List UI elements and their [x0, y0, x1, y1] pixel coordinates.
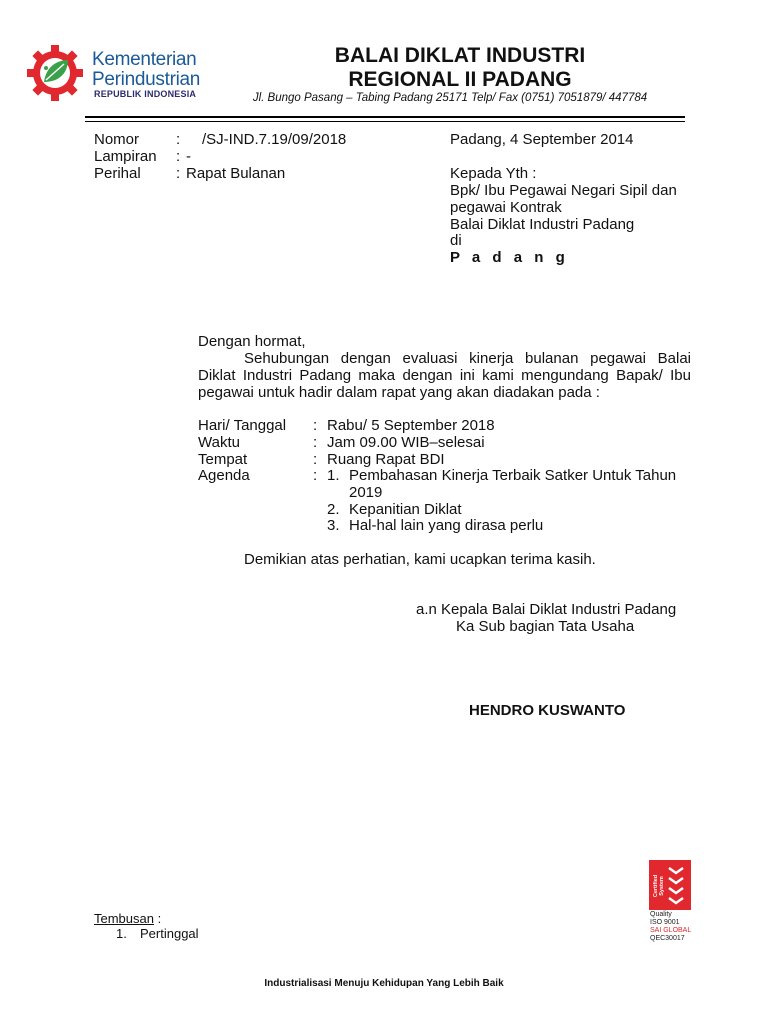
- tembusan-item-1-num: 1.: [116, 926, 127, 941]
- tembusan-label: Tembusan: [94, 911, 154, 926]
- agenda-item-2-num: 2.: [327, 501, 340, 518]
- cert-line3: SAI GLOBAL: [650, 927, 692, 934]
- tembusan-heading: [94, 911, 161, 926]
- closing-text: Demikian atas perhatian, kami ucapkan terima kasih.: [244, 551, 596, 568]
- date-colon: :: [313, 417, 318, 434]
- lampiran-label: Lampiran: [94, 148, 157, 165]
- agenda-item-3-num: 3.: [327, 517, 340, 534]
- agenda-colon: :: [313, 467, 318, 484]
- time-colon: :: [313, 434, 318, 451]
- logo-text-perindustrian: Perindustrian: [92, 69, 201, 90]
- recipient-to: Kepada Yth :: [450, 165, 537, 182]
- paragraph-line3: pegawai untuk hadir dalam rapat yang akan diadakan pada :: [198, 384, 600, 401]
- agenda-item-3-text: Hal-hal lain yang dirasa perlu: [349, 517, 544, 534]
- greeting: Dengan hormat,: [198, 333, 306, 350]
- cert-line1: Quality: [650, 911, 672, 918]
- footer-tagline: Industrialisasi Menuju Kehidupan Yang Lebih Baik: [264, 978, 504, 989]
- letter-date: Padang, 4 September 2014: [450, 131, 634, 148]
- signature-line2: Ka Sub bagian Tata Usaha: [456, 618, 635, 635]
- cert-caption: [650, 911, 691, 943]
- place-value: Ruang Rapat BDI: [327, 451, 445, 468]
- recipient-line2: pegawai Kontrak: [450, 199, 562, 216]
- cert-line4: QEC30017: [650, 935, 685, 942]
- org-address: Jl. Bungo Pasang – Tabing Padang 25171 Telp/ Fax (0751) 7051879/ 447784: [252, 92, 648, 104]
- lampiran-value: -: [186, 148, 191, 165]
- signature-line1: a.n Kepala Balai Diklat Industri Padang: [416, 601, 677, 618]
- paragraph-line1: Sehubungan dengan evaluasi kinerja bulanan pegawai Balai: [244, 350, 691, 367]
- agenda-label: Agenda: [198, 467, 250, 484]
- date-value: Rabu/ 5 September 2018: [327, 417, 495, 434]
- time-label: Waktu: [198, 434, 240, 451]
- tembusan-colon: :: [157, 911, 162, 926]
- org-title-line2: REGIONAL II PADANG: [348, 68, 572, 91]
- lampiran-colon: :: [176, 148, 181, 165]
- date-label: Hari/ Tanggal: [198, 417, 287, 434]
- recipient-line1: Bpk/ Ibu Pegawai Negari Sipil dan: [450, 182, 677, 199]
- iso-certification-badge-icon: [649, 860, 691, 910]
- paragraph-line2: Diklat Industri Padang maka dengan ini kami mengundang Bapak/ Ibu: [198, 367, 691, 384]
- header-rule-thin: [85, 121, 685, 122]
- agenda-item-1-text: Pembahasan Kinerja Terbaik Satker Untuk Tahun: [349, 467, 677, 484]
- cert-badge-text: Certified System: [653, 874, 665, 898]
- logo-text-republik: REPUBLIK INDONESIA: [94, 89, 197, 99]
- recipient-line4: di: [450, 232, 462, 249]
- logo-text-kementerian: Kementerian: [92, 49, 197, 70]
- perihal-colon: :: [176, 165, 181, 182]
- perihal-value: Rapat Bulanan: [186, 165, 286, 182]
- agenda-item-1-text-cont: 2019: [349, 484, 383, 501]
- place-label: Tempat: [198, 451, 248, 468]
- gear-leaf-logo-icon: [24, 42, 86, 104]
- agenda-item-2-text: Kepanitian Diklat: [349, 501, 462, 518]
- cert-line2: ISO 9001: [650, 919, 680, 926]
- org-title-line1: BALAI DIKLAT INDUSTRI: [334, 44, 586, 67]
- perihal-label: Perihal: [94, 165, 141, 182]
- time-value: Jam 09.00 WIB–selesai: [327, 434, 485, 451]
- recipient-line3: Balai Diklat Industri Padang: [450, 216, 635, 233]
- place-colon: :: [313, 451, 318, 468]
- recipient-city: P a d a n g: [450, 249, 569, 266]
- ministry-logo: [24, 40, 214, 104]
- nomor-label: Nomor: [94, 131, 140, 148]
- nomor-value: /SJ-IND.7.19/09/2018: [202, 131, 347, 148]
- nomor-colon: :: [176, 131, 181, 148]
- agenda-item-1-num: 1.: [327, 467, 340, 484]
- tembusan-item-1-text: Pertinggal: [140, 926, 199, 941]
- signature-name: HENDRO KUSWANTO: [469, 702, 626, 719]
- header-rule-thick: [85, 116, 685, 118]
